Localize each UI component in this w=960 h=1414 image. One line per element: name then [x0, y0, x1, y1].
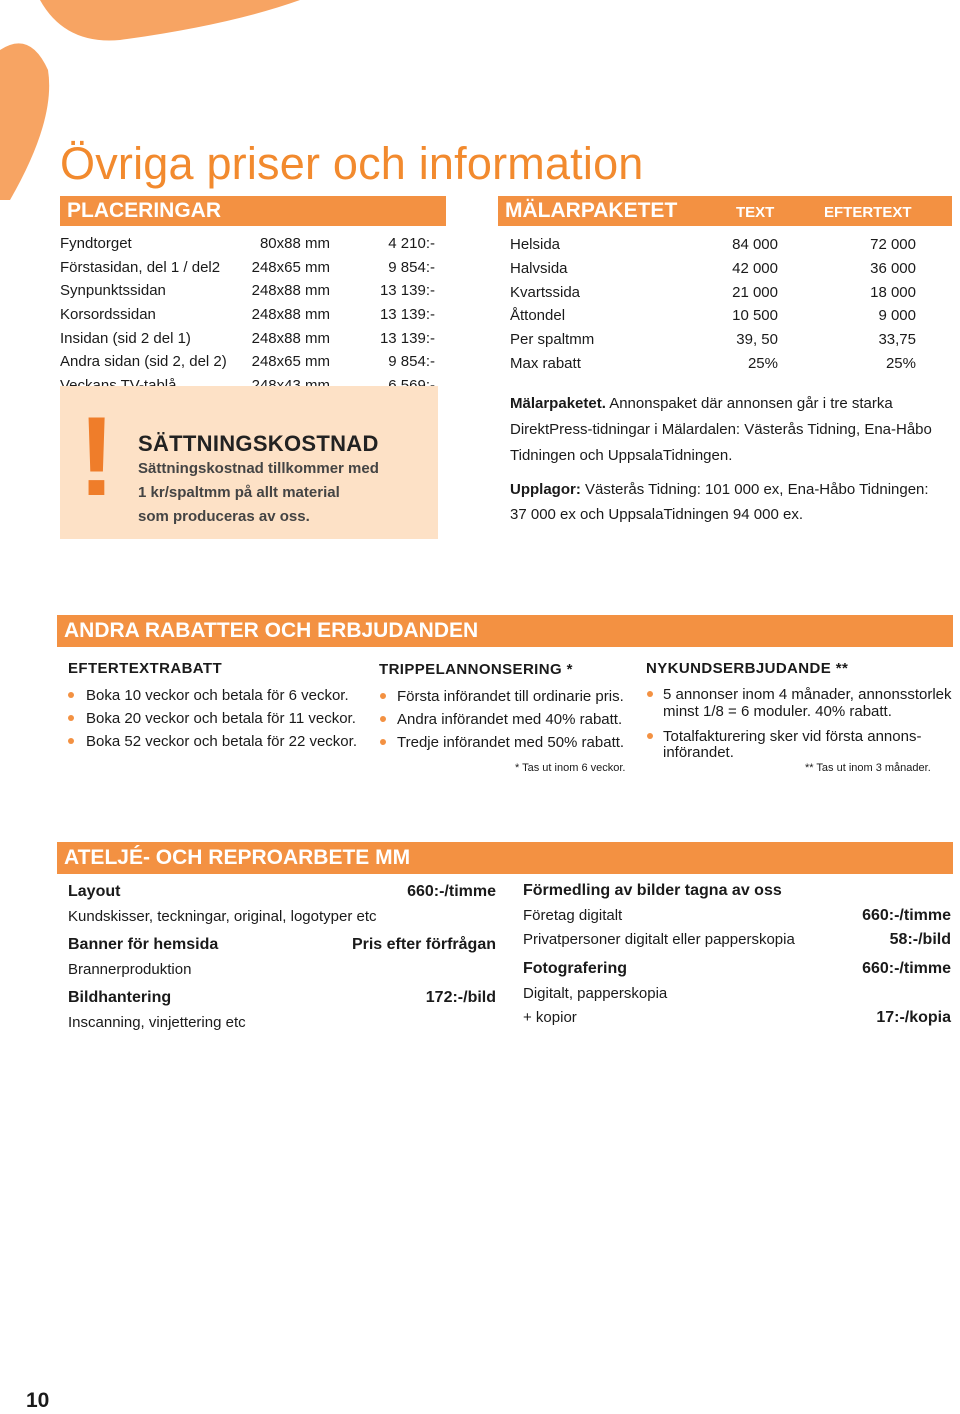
malarpaketet-description [510, 395, 893, 413]
bullet-icon [380, 693, 386, 699]
upplagor-text [510, 481, 929, 499]
fotografering-title: Fotografering [523, 960, 627, 977]
nykundserbjudande-title: NYKUNDSERBJUDANDE ** [646, 660, 849, 677]
upplagor-label: Upplagor: [510, 481, 581, 498]
rabatter-heading: ANDRA RABATTER OCH ERBJUDANDEN [57, 615, 953, 647]
text-price: 84 000 [732, 236, 778, 253]
service-label: Digitalt, papperskopia [523, 985, 668, 1002]
service-price: Pris efter förfrågan [351, 936, 496, 953]
list-item-text: Första införandet till ordinarie pris. [397, 688, 624, 705]
package-name: Max rabatt [510, 355, 581, 372]
upplagor-value: Västerås Tidning: 101 000 ex, Ena-Håbo Tidningen: [580, 481, 929, 498]
page-title: Övriga priser och information [60, 138, 644, 190]
formedling-title: Förmedling av bilder tagna av oss [523, 882, 782, 899]
list-item-text: införandet. [663, 744, 734, 761]
page-number: 10 [26, 1389, 50, 1412]
placement-price: 4 210:- [388, 235, 435, 252]
text-price: 39, 50 [736, 331, 778, 348]
sattningskostnad-text: 1 kr/spaltmm på allt material [138, 484, 340, 501]
placement-size: 248x88 mm [251, 282, 330, 299]
placement-price: 9 854:- [388, 353, 435, 370]
placement-size: 248x65 mm [251, 259, 330, 276]
sattningskostnad-title: SÄTTNINGSKOSTNAD [138, 431, 379, 456]
list-item-text: 5 annonser inom 4 månader, annonsstorlek [663, 686, 952, 703]
placement-price: 13 139:- [379, 330, 435, 347]
package-name: Åttondel [510, 307, 566, 324]
package-name: Kvartssida [510, 284, 581, 301]
bullet-icon [647, 733, 653, 739]
column-header-eftertext: EFTERTEXT [824, 204, 912, 221]
eftertext-price: 36 000 [870, 260, 916, 277]
service-price: 660:-/timme [407, 883, 496, 900]
placement-size: 248x88 mm [251, 306, 330, 323]
exclamation-icon: ! [78, 394, 116, 519]
list-item-text: Boka 20 veckor och betala för 11 veckor. [86, 710, 356, 727]
placement-name: Förstasidan, del 1 / del2 [60, 259, 221, 276]
trippelannonsering-title: TRIPPELANNONSERING * [379, 661, 573, 678]
fotografering-price: 660:-/timme [862, 960, 951, 977]
package-name: Per spaltmm [510, 331, 595, 348]
placement-size: 80x88 mm [259, 235, 330, 252]
placement-price: 13 139:- [379, 306, 435, 323]
bullet-icon [68, 738, 74, 744]
description-text: Tidningen och UppsalaTidningen. [510, 447, 733, 464]
eftertext-price: 33,75 [878, 331, 916, 348]
text-price: 21 000 [732, 284, 778, 301]
placeringar-heading: PLACERINGAR [60, 196, 446, 226]
malarpaketet-heading-bar [498, 196, 952, 226]
service-desc: Brannerproduktion [68, 961, 192, 978]
text-price: 42 000 [732, 260, 778, 277]
eftertextrabatt-title: EFTERTEXTRABATT [68, 660, 223, 677]
text-price: 25% [747, 355, 778, 372]
service-price: 660:-/timme [862, 907, 951, 924]
bullet-icon [647, 691, 653, 697]
service-price: 172:-/bild [425, 989, 496, 1006]
placement-size: 248x65 mm [251, 353, 330, 370]
placement-price: 9 854:- [388, 259, 435, 276]
eftertext-price: 18 000 [870, 284, 916, 301]
bullet-icon [380, 716, 386, 722]
service-label: Företag digitalt [523, 907, 623, 924]
eftertext-price: 25% [885, 355, 916, 372]
service-price: 17:-/kopia [876, 1009, 951, 1026]
placement-name: Insidan (sid 2 del 1) [60, 330, 191, 347]
list-item-text: Andra införandet med 40% rabatt. [397, 711, 623, 728]
package-name: Helsida [510, 236, 561, 253]
service-title: Banner för hemsida [68, 936, 219, 953]
trippel-footnote: * Tas ut inom 6 veckor. [515, 762, 626, 774]
service-price: 58:-/bild [889, 931, 951, 948]
sattningskostnad-text: Sättningskostnad tillkommer med [138, 460, 379, 477]
placement-name: Korsordssidan [60, 306, 156, 323]
placement-name: Synpunktssidan [60, 282, 166, 299]
service-title: Bildhantering [68, 989, 172, 1006]
eftertext-price: 9 000 [878, 307, 916, 324]
placement-name: Andra sidan (sid 2, del 2) [60, 353, 227, 370]
atelje-heading: ATELJÉ- OCH REPROARBETE MM [57, 842, 953, 874]
description-text: Annonspaket där annonsen går i tre starka [605, 395, 893, 412]
list-item-text: minst 1/8 = 6 moduler. 40% rabatt. [663, 703, 892, 720]
column-header-text: TEXT [736, 204, 775, 221]
malarpaketet-label: Mälarpaketet. [510, 395, 606, 412]
service-label: Privatpersoner digitalt eller papperskopia [523, 931, 795, 948]
bullet-icon [68, 692, 74, 698]
malarpaketet-heading: MÄLARPAKETET [505, 199, 678, 222]
bullet-icon [380, 739, 386, 745]
text-price: 10 500 [732, 307, 778, 324]
placement-size: 248x88 mm [251, 330, 330, 347]
service-label: + kopior [523, 1009, 577, 1026]
service-desc: Kundskisser, teckningar, original, logotyper etc [68, 908, 377, 925]
eftertext-price: 72 000 [870, 236, 916, 253]
upplagor-value: 37 000 ex och UppsalaTidningen 94 000 ex. [510, 506, 803, 523]
service-desc: Inscanning, vinjettering etc [68, 1014, 246, 1031]
list-item-text: Tredje införandet med 50% rabatt. [397, 734, 625, 751]
bullet-icon [68, 715, 74, 721]
package-name: Halvsida [510, 260, 568, 277]
placement-name: Fyndtorget [60, 235, 132, 252]
service-title: Layout [68, 883, 121, 900]
nykund-footnote: ** Tas ut inom 3 månader. [805, 762, 931, 774]
placement-price: 13 139:- [379, 282, 435, 299]
description-text: DirektPress-tidningar i Mälardalen: Västerås Tidning, Ena-Håbo [510, 421, 932, 438]
list-item-text: Totalfakturering sker vid första annons- [663, 728, 922, 745]
list-item-text: Boka 10 veckor och betala för 6 veckor. [86, 687, 349, 704]
list-item-text: Boka 52 veckor och betala för 22 veckor. [86, 733, 357, 750]
sattningskostnad-text: som produceras av oss. [138, 508, 310, 525]
